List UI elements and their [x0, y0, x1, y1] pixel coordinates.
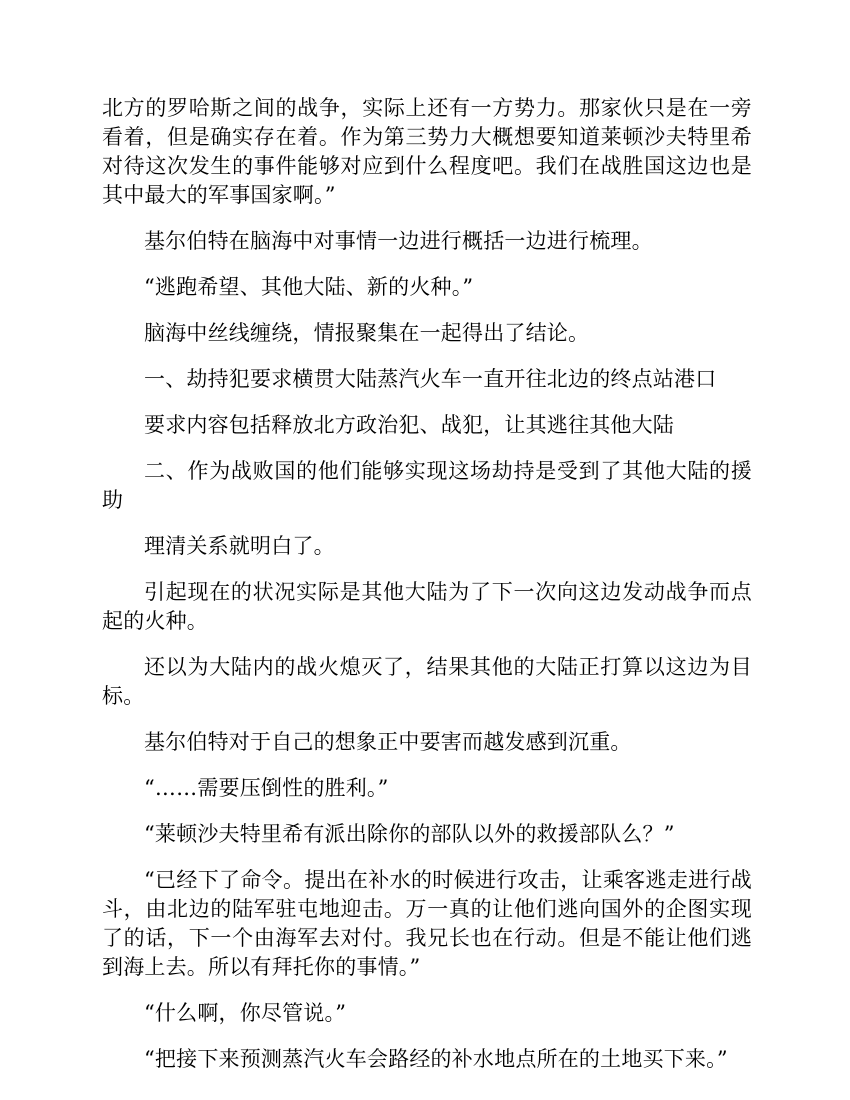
paragraph: “已经下了命令。提出在补水的时候进行攻击，让乘客逃走进行战斗，由北边的陆军驻屯地迎击。万一真的让他们逃向国外的企图实现了的话，下一个由海军去对付。我兄长也在行动。但是不能让他们逃到海上去。所以有拜托你的事情。”: [102, 868, 752, 979]
paragraph: 一、劫持犯要求横贯大陆蒸汽火车一直开往北边的终点站港口: [144, 367, 717, 391]
paragraph: 引起现在的状况实际是其他大陆为了下一次向这边发动战争而点起的火种。: [102, 580, 752, 633]
paragraph: “把接下来预测蒸汽火车会路经的补水地点所在的土地买下来。”: [144, 1047, 728, 1071]
paragraph: 要求内容包括释放北方政治犯、战犯，让其逃往其他大陆: [144, 413, 674, 437]
document-body: [102, 94, 752, 1091]
paragraph: 理清关系就明白了。: [144, 534, 335, 558]
paragraph: 基尔伯特在脑海中对事情一边进行概括一边进行梳理。: [144, 229, 653, 253]
paragraph: 脑海中丝线缠绕，情报聚集在一起得出了结论。: [144, 321, 590, 345]
paragraph: 还以为大陆内的战火熄灭了，结果其他的大陆正打算以这边为目标。: [102, 655, 752, 708]
paragraph: “莱顿沙夫特里希有派出除你的部队以外的救援部队么？”: [144, 822, 675, 846]
paragraph: “……需要压倒性的胜利。”: [144, 776, 389, 800]
paragraph: 基尔伯特对于自己的想象正中要害而越发感到沉重。: [144, 730, 632, 754]
paragraph: “什么啊，你尽管说。”: [144, 1001, 347, 1025]
paragraph: 北方的罗哈斯之间的战争，实际上还有一方势力。那家伙只是在一旁看着，但是确实存在着。作为第三势力大概想要知道莱顿沙夫特里希对待这次发生的事件能够对应到什么程度吧。我们在战胜国这边也是其中最大的军事国家啊。”: [102, 96, 752, 207]
paragraph: 二、作为战败国的他们能够实现这场劫持是受到了其他大陆的援助: [102, 459, 752, 512]
paragraph: “逃跑希望、其他大陆、新的火种。”: [144, 275, 474, 299]
